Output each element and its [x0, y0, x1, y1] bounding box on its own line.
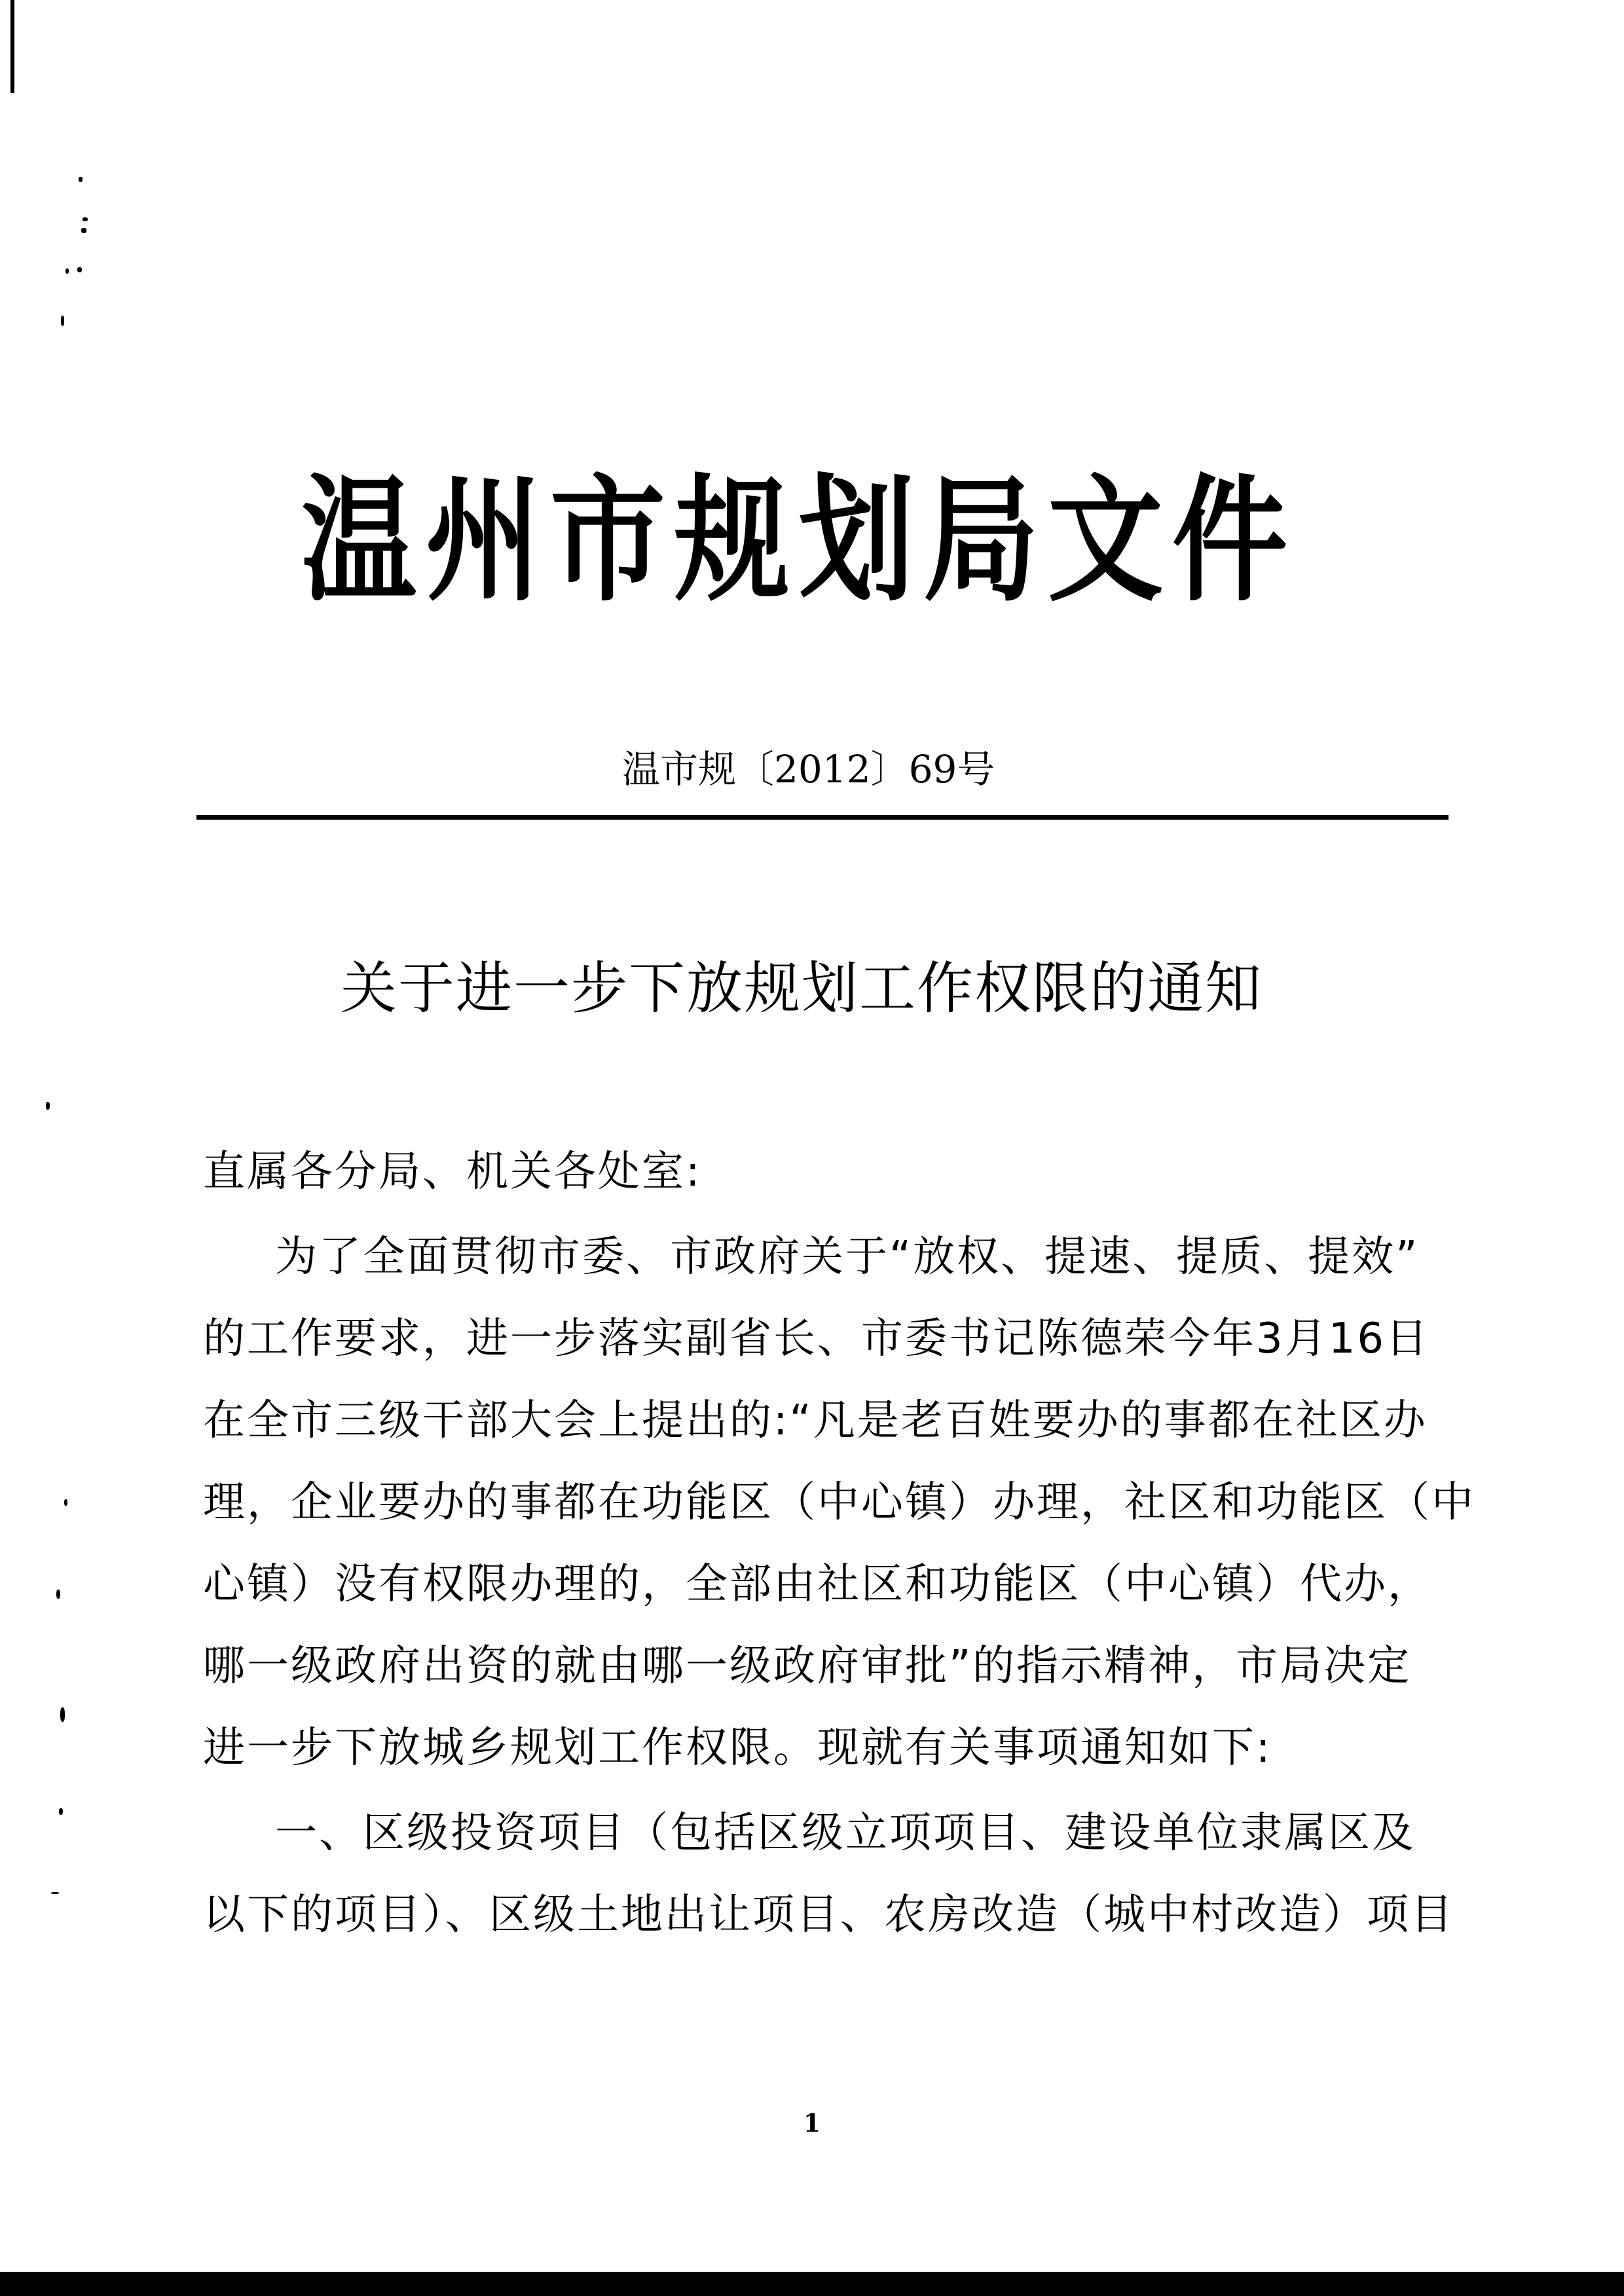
org-header-title: 温州市规划局文件	[301, 460, 1297, 621]
addressee-line: 直属各分局、机关各处室:	[203, 1148, 702, 1196]
notice-title: 关于进一步下放规划工作权限的通知	[341, 956, 1263, 1021]
body-line: 哪一级政府出资的就由哪一级政府审批”的指示精神，市局决定	[203, 1642, 1412, 1690]
body-line: 为了全面贯彻市委、市政府关于“放权、提速、提质、提效”	[275, 1233, 1420, 1281]
header-divider	[196, 815, 1449, 820]
body-line: 的工作要求，进一步落实副省长、市委书记陈德荣今年3月16日	[203, 1315, 1430, 1363]
document-number: 温市规〔2012〕69号	[622, 747, 995, 792]
scan-speck	[46, 1102, 50, 1110]
scan-speck	[51, 1892, 59, 1894]
scan-bottom-edge	[0, 2272, 1624, 2296]
section-one-line: 一、区级投资项目（包括区级立项项目、建设单位隶属区及	[275, 1809, 1416, 1857]
page-number: 1	[803, 2108, 821, 2138]
scan-speck	[79, 177, 83, 182]
scan-speck	[59, 1808, 63, 1815]
scan-speck	[64, 1499, 67, 1506]
scan-speck	[77, 267, 82, 272]
scan-speck	[56, 1590, 60, 1599]
scan-speck	[65, 268, 69, 274]
body-line: 以下的项目）、区级土地出让项目、农房改造（城中村改造）项目	[203, 1891, 1454, 1939]
body-line: 在全市三级干部大会上提出的:“凡是老百姓要办的事都在社区办	[203, 1396, 1428, 1445]
body-line: 理，企业要办的事都在功能区（中心镇）办理，社区和功能区（中	[203, 1478, 1475, 1527]
scan-speck	[61, 316, 64, 326]
scan-speck	[81, 228, 86, 233]
scan-speck	[83, 217, 88, 221]
scan-speck	[60, 1707, 65, 1722]
body-line: 进一步下放城乡规划工作权限。现就有关事项通知如下:	[203, 1724, 1272, 1772]
scan-edge-mark	[10, 0, 14, 93]
body-line: 心镇）没有权限办理的，全部由社区和功能区（中心镇）代办，	[203, 1560, 1431, 1609]
